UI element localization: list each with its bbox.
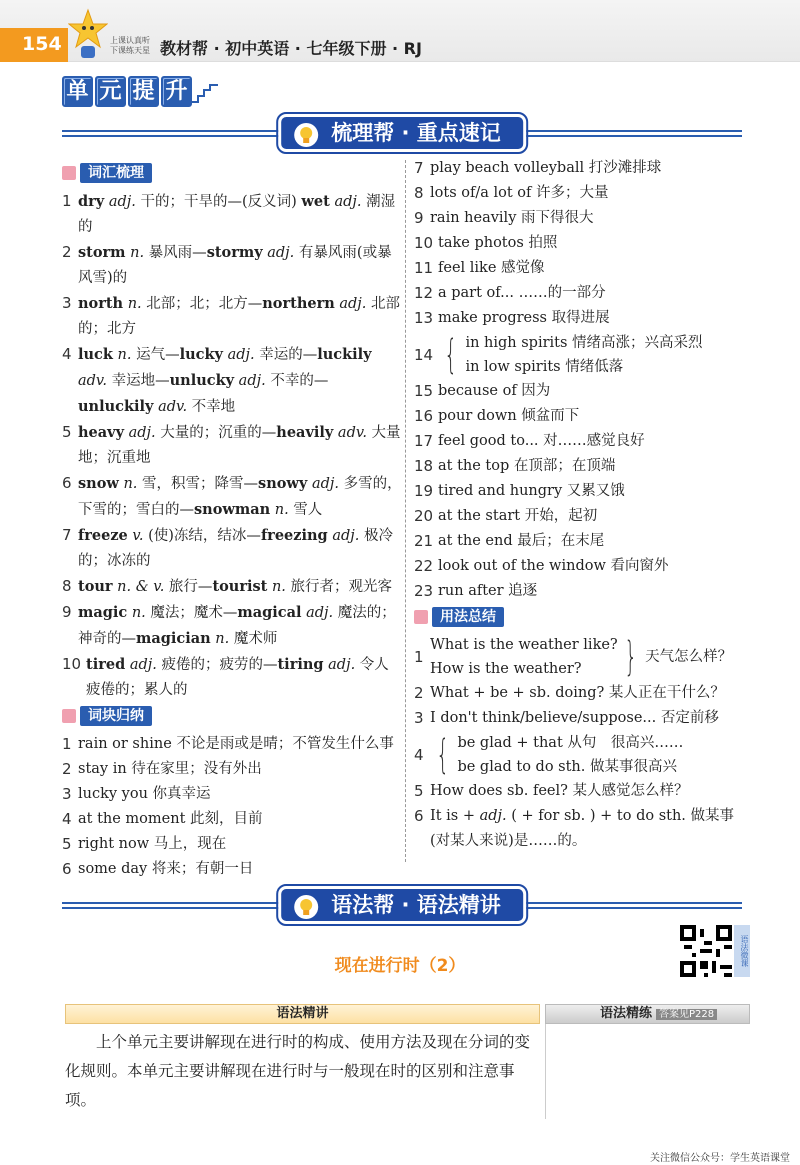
grammar-paragraph: 上个单元主要讲解现在进行时的构成、使用方法及现在分词的变化规则。本单元主要讲解现在进行时与一般现在时的区别和注意事项。 — [65, 1033, 531, 1109]
brace-icon: { — [436, 732, 450, 778]
slogan: 上课认真听 下课练天星 — [110, 36, 150, 55]
item-number: 4 — [62, 345, 72, 363]
item-number: 4 — [62, 810, 72, 828]
list-item — [414, 306, 754, 331]
item-text: feel like 感觉像 — [438, 260, 545, 276]
item-text: tired adj. 疲倦的；疲劳的—tiring adj. 令人疲倦的；累人的 — [86, 656, 389, 698]
item-text: at the top 在顶部；在顶端 — [438, 458, 616, 474]
list-item — [414, 181, 754, 206]
item-number: 6 — [62, 860, 72, 878]
star-mascot-icon — [68, 8, 108, 60]
item-text: dry adj. 干的；干旱的—(反义词) wet adj. 潮湿的 — [78, 193, 396, 235]
list-item — [414, 454, 754, 479]
section-header-vocab: 词汇梳理 — [62, 162, 152, 184]
item-number: 10 — [62, 655, 82, 673]
item-text: rain or shine 不论是雨或是晴；不管发生什么事 — [78, 736, 394, 752]
item-number: 16 — [414, 407, 434, 425]
column-divider — [545, 1024, 546, 1119]
item-text: make progress 取得进展 — [438, 310, 610, 326]
list-item: 3 I don't think/believe/suppose... 否定前移 — [414, 709, 719, 727]
list-item — [62, 832, 402, 857]
usage-item-6-text: It is + adj. ( + for sb. ) + to do sth. 做某事(对某人来说)是……的。 — [430, 808, 735, 849]
list-item — [414, 404, 754, 429]
item-number: 14 — [414, 345, 434, 364]
item-number: 1 — [62, 735, 72, 753]
list-item — [414, 281, 754, 306]
item-number: 23 — [414, 582, 434, 600]
list-item — [62, 782, 402, 807]
item-number: 18 — [414, 457, 434, 475]
section-header-phrases: 词块归纳 — [62, 705, 152, 727]
banner-pill — [278, 886, 526, 924]
unit-title-char: 提 — [128, 76, 159, 107]
item-number: 7 — [414, 159, 424, 177]
item-text: stay in 待在家里；没有外出 — [78, 761, 262, 777]
item-number: 13 — [414, 309, 434, 327]
book-title: 教材帮 · 初中英语 · 七年级下册 · RJ — [160, 39, 422, 58]
item-number: 3 — [62, 785, 72, 803]
list-item — [414, 231, 754, 256]
unit-title-char: 单 — [62, 76, 93, 107]
item-number: 12 — [414, 284, 434, 302]
grammar-practice-bar: 语法精练 答案见P228 — [545, 1004, 750, 1024]
list-item — [414, 579, 754, 604]
stair-deco-icon — [192, 84, 218, 104]
item-number: 1 — [62, 192, 72, 210]
item-text: at the end 最后；在末尾 — [438, 533, 605, 549]
item-text: north n. 北部；北；北方—northern adj. 北部的；北方 — [78, 295, 401, 337]
item-text: magic n. 魔法；魔术—magical adj. 魔法的；神奇的—magician n. 魔术师 — [78, 604, 396, 647]
list-item — [414, 554, 754, 579]
item-text: look out of the window 看向窗外 — [438, 558, 669, 574]
list-item — [414, 529, 754, 554]
item-text: some day 将来；有朝一日 — [78, 861, 254, 877]
list-item — [62, 189, 402, 240]
list-item — [62, 523, 402, 574]
item-text: in low spirits 情绪低落 — [465, 359, 624, 375]
list-item — [62, 574, 402, 600]
unit-title — [62, 76, 194, 107]
brace-icon: { — [444, 332, 458, 378]
item-number: 22 — [414, 557, 434, 575]
item-number: 11 — [414, 259, 434, 277]
item-text: at the start 开始，起初 — [438, 508, 598, 524]
right-column — [414, 156, 754, 854]
item-text: because of 因为 — [438, 383, 551, 399]
list-item — [414, 479, 754, 504]
brace-icon: } — [624, 634, 637, 680]
item-text: play beach volleyball 打沙滩排球 — [430, 160, 662, 176]
answer-ref-badge: 答案见P228 — [656, 1009, 717, 1020]
list-item — [62, 291, 402, 342]
item-number: 6 — [62, 474, 72, 492]
item-number: 7 — [62, 526, 72, 544]
qr-code-icon[interactable] — [680, 925, 732, 977]
item-number: 2 — [62, 760, 72, 778]
item-number: 21 — [414, 532, 434, 550]
list-item — [62, 420, 402, 471]
item-text: snow n. 雪，积雪；降雪—snowy adj. 多雪的，下雪的；雪白的—snowman n. 雪人 — [78, 475, 402, 518]
item-number: 5 — [62, 835, 72, 853]
list-item — [414, 156, 754, 181]
section-banner-review — [62, 114, 742, 154]
item-text: in high spirits 情绪高涨；兴高采烈 — [465, 335, 703, 351]
qr-tab-label[interactable]: 语法微课 — [734, 925, 750, 977]
banner-title: 梳理帮 · 重点速记 — [331, 121, 501, 145]
item-text: lots of/a lot of 许多；大量 — [430, 185, 609, 201]
list-item — [62, 857, 402, 882]
vocab-list — [62, 189, 402, 703]
item-text: tired and hungry 又累又饿 — [438, 483, 625, 499]
section-tag-icon — [414, 610, 428, 624]
item-text: take photos 拍照 — [438, 235, 558, 251]
item-text: a part of... ……的一部分 — [438, 285, 606, 301]
list-item — [62, 240, 402, 291]
list-item: 1 What is the weather like? How is the weather? } 天气怎么样？ — [414, 634, 733, 680]
item-number: 15 — [414, 382, 434, 400]
item-number: 8 — [62, 577, 72, 595]
list-item — [414, 379, 754, 404]
page-header — [0, 0, 800, 62]
list-item: 2 What + be + sb. doing? 某人正在干什么？ — [414, 684, 725, 702]
unit-title-char: 元 — [95, 76, 126, 107]
list-item — [414, 331, 754, 379]
grammar-explain-bar: 语法精讲 — [65, 1004, 540, 1024]
column-divider — [405, 160, 406, 862]
list-item — [414, 206, 754, 231]
section-tag-icon — [62, 709, 76, 723]
item-text: at the moment 此刻，目前 — [78, 811, 263, 827]
lightbulb-icon — [293, 894, 319, 920]
item-number: 3 — [62, 294, 72, 312]
item-number: 10 — [414, 234, 434, 252]
section-header-usage: 用法总结 — [414, 606, 504, 628]
phrase-list — [414, 156, 754, 604]
list-item — [414, 429, 754, 454]
list-item: 6 It is + adj. ( + for sb. ) + to do sth. 做某事(对某人来说)是……的。 — [414, 804, 754, 854]
footer-note: 关注微信公众号：学生英语课堂 — [650, 1153, 790, 1164]
banner-pill — [278, 114, 526, 152]
item-text: run after 追逐 — [438, 583, 538, 599]
item-text: pour down 倾盆而下 — [438, 408, 580, 424]
list-item — [62, 652, 402, 703]
left-column — [62, 160, 402, 882]
item-number: 5 — [62, 423, 72, 441]
list-item — [62, 342, 402, 420]
item-text: right now 马上，现在 — [78, 836, 227, 852]
list-item — [62, 732, 402, 757]
item-number: 8 — [414, 184, 424, 202]
lightbulb-icon — [293, 122, 319, 148]
banner-title: 语法帮 · 语法精讲 — [331, 893, 501, 917]
list-item — [62, 807, 402, 832]
grammar-title: 现在进行时（2） — [334, 956, 466, 976]
section-tag-icon — [62, 166, 76, 180]
item-number: 19 — [414, 482, 434, 500]
item-text: luck n. 运气—lucky adj. 幸运的—luckily adv. 幸运地—unlucky adj. 不幸的—unluckily adv. 不幸地 — [78, 346, 372, 415]
list-item: 5 How does sb. feel? 某人感觉怎么样？ — [414, 782, 689, 800]
item-text: feel good to... 对……感觉良好 — [438, 433, 645, 449]
item-number: 17 — [414, 432, 434, 450]
item-number: 2 — [62, 243, 72, 261]
item-number: 20 — [414, 507, 434, 525]
item-text: freeze v. (使)冻结，结冰—freezing adj. 极冷的；冰冻的 — [78, 527, 393, 569]
item-text: rain heavily 雨下得很大 — [430, 210, 594, 226]
page-number: 154 — [0, 28, 68, 62]
item-text: storm n. 暴风雨—stormy adj. 有暴风雨(或暴风雪)的 — [78, 244, 392, 286]
item-text: tour n. & v. 旅行—tourist n. 旅行者；观光客 — [78, 578, 393, 595]
list-item — [62, 471, 402, 523]
list-item — [62, 757, 402, 782]
list-item — [62, 600, 402, 652]
list-item — [414, 504, 754, 529]
section-banner-grammar — [62, 886, 742, 926]
item-number: 9 — [62, 603, 72, 621]
item-text: heavy adj. 大量的；沉重的—heavily adv. 大量地；沉重地 — [78, 424, 401, 466]
item-text: lucky you 你真幸运 — [78, 786, 211, 802]
unit-title-char: 升 — [161, 76, 192, 107]
phrase-list — [62, 732, 402, 882]
item-number: 9 — [414, 209, 424, 227]
list-item: 4 { be glad + that 从句 很高兴…… be glad to do sth. 做某事很高兴 — [414, 732, 684, 778]
list-item — [414, 256, 754, 281]
